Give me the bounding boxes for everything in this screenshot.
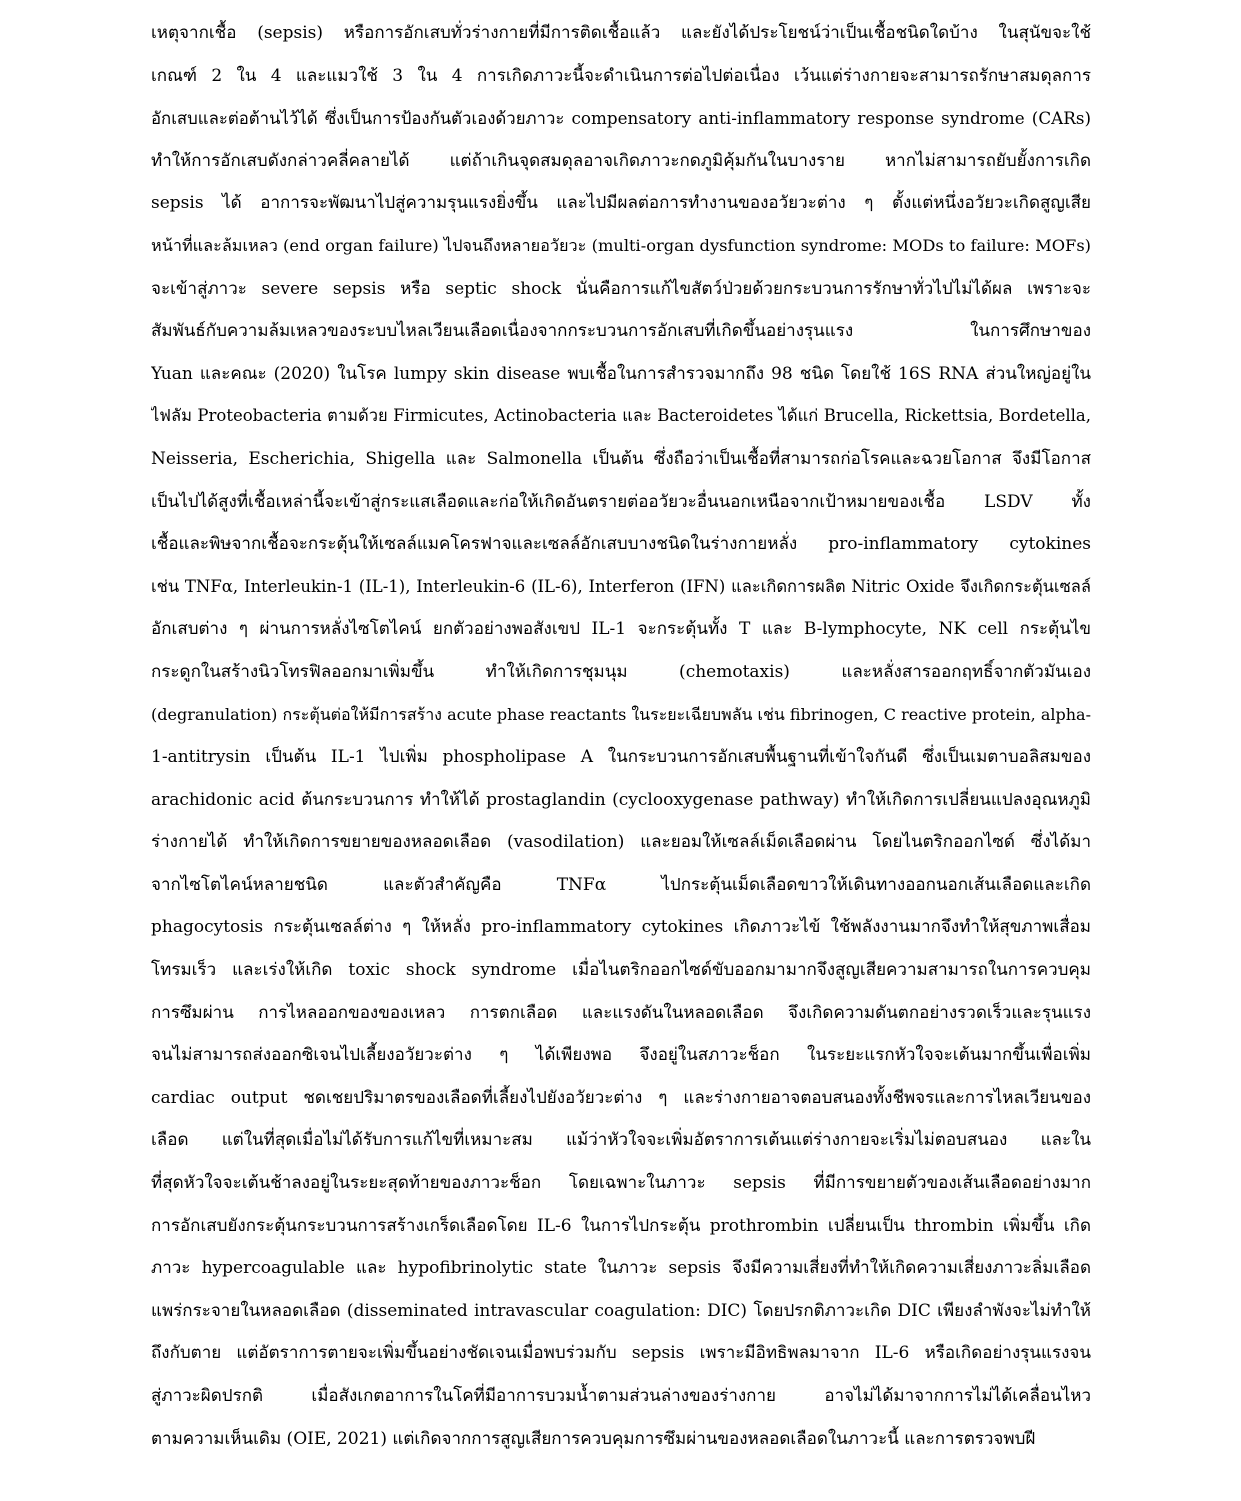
text-line: เชื้อและพิษจากเชื้อจะกระตุ้นให้เซลล์แมคโครฟาจและเซลล์อักเสบบางชนิดในร่างกายหลั่ง pro-inflammatory cytokines	[151, 534, 1091, 555]
text-line: การซึมผ่าน การไหลออกของของเหลว การตกเลือด และแรงดันในหลอดเลือด จึงเกิดความดันตกอย่างรวดเร็วและรุนแรง	[151, 1002, 1091, 1023]
text-line: การอักเสบยังกระตุ้นกระบวนการสร้างเกร็ดเลือดโดย IL-6 ในการไปกระตุ้น prothrombin เปลี่ยนเป็น thrombin เพิ่มขึ้น เกิด	[151, 1215, 1091, 1236]
text-line: ไฟลัม Proteobacteria ตามด้วย Firmicutes, Actinobacteria และ Bacteroidetes ได้แก่ Brucella, Rickettsia, Bordetella,	[151, 406, 1091, 426]
text-line: 1-antitrysin เป็นต้น IL-1 ไปเพิ่ม phospholipase A ในกระบวนการอักเสบพื้นฐานที่เข้าใจกันดี ซึ่งเป็นเมตาบอลิสมของ	[151, 747, 1091, 768]
text-line: ที่สุดหัวใจจะเต้นช้าลงอยู่ในระยะสุดท้ายของภาวะช็อก โดยเฉพาะในภาวะ sepsis ที่มีการขยายตัวของเส้นเลือดอย่างมาก	[151, 1173, 1091, 1194]
text-line: ภาวะ hypercoagulable และ hypofibrinolytic state ในภาวะ sepsis จึงมีความเสี่ยงที่ทำให้เกิดความเสี่ยงภาวะลิ่มเลือด	[151, 1258, 1091, 1279]
text-line: เกณฑ์ 2 ใน 4 และแมวใช้ 3 ใน 4 การเกิดภาวะนี้จะดำเนินการต่อไปต่อเนื่อง เว้นแต่ร่างกายจะสามารถรักษาสมดุลการ	[151, 65, 1091, 86]
text-line: ตามความเห็นเดิม (OIE, 2021) แต่เกิดจากการสูญเสียการควบคุมการซึมผ่านของหลอดเลือดในภาวะนี้ และการตรวจพบฝี	[151, 1428, 1036, 1449]
text-line: กระดูกในสร้างนิวโทรฟิลออกมาเพิ่มขึ้น ทำให้เกิดการชุมนุม (chemotaxis) และหลั่งสารออกฤทธิ์จากตัวมันเอง	[151, 661, 1091, 682]
text-line: จะเข้าสู่ภาวะ severe sepsis หรือ septic shock นั่นคือการแก้ไขสัตว์ป่วยด้วยกระบวนการรักษาทั่วไปไม่ได้ผล เพราะจะ	[151, 278, 1091, 299]
text-line: เช่น TNFα, Interleukin-1 (IL-1), Interleukin-6 (IL-6), Interferon (IFN) และเกิดการผลิต Nitric Oxide จึงเกิดกระตุ้นเซลล์	[151, 576, 1091, 596]
text-line: โทรมเร็ว และเร่งให้เกิด toxic shock syndrome เมื่อไนตริกออกไซด์ขับออกมามากจึงสูญเสียความสามารถในการควบคุม	[151, 960, 1091, 981]
text-line: phagocytosis กระตุ้นเซลล์ต่าง ๆ ให้หลั่ง pro-inflammatory cytokines เกิดภาวะไข้ ใช้พลังงานมากจึงทำให้สุขภาพเสื่อม	[151, 917, 1091, 938]
text-line: sepsis ได้ อาการจะพัฒนาไปสู่ความรุนแรงยิ่งขึ้น และไปมีผลต่อการทำงานของอวัยวะต่าง ๆ ตั้งแต่หนึ่งอวัยวะเกิดสูญเสีย	[151, 193, 1091, 214]
text-line: สัมพันธ์กับความล้มเหลวของระบบไหลเวียนเลือดเนื่องจากกระบวนการอักเสบที่เกิดขึ้นอย่างรุนแรง ในการศึกษาของ	[151, 321, 1091, 342]
text-line: อักเสบต่าง ๆ ผ่านการหลั่งไซโตไคน์ ยกตัวอย่างพอสังเขป IL-1 จะกระตุ้นทั้ง T และ B-lymphocyte, NK cell กระตุ้นไข	[151, 619, 1091, 640]
text-line: สู่ภาวะผิดปรกติ เมื่อสังเกตอาการในโคที่มีอาการบวมน้ำตามส่วนล่างของร่างกาย อาจไม่ได้มาจากการไม่ได้เคลื่อนไหว	[151, 1386, 1091, 1406]
text-line: เลือด แต่ในที่สุดเมื่อไม่ได้รับการแก้ไขที่เหมาะสม แม้ว่าหัวใจจะเพิ่มอัตราการเต้นแต่ร่างกายจะเริ่มไม่ตอบสนอง และใน	[151, 1130, 1091, 1151]
text-line: ทำให้การอักเสบดังกล่าวคลี่คลายได้ แต่ถ้าเกินจุดสมดุลอาจเกิดภาวะกดภูมิคุ้มกันในบางราย หากไม่สามารถยับยั้งการเกิด	[151, 150, 1091, 171]
text-line: arachidonic acid ต้นกระบวนการ ทำให้ได้ prostaglandin (cyclooxygenase pathway) ทำให้เกิดการเปลี่ยนแปลงอุณหภูมิ	[151, 789, 1091, 810]
text-line: Yuan และคณะ (2020) ในโรค lumpy skin disease พบเชื้อในการสำรวจมากถึง 98 ชนิด โดยใช้ 16S RNA ส่วนใหญ่อยู่ใน	[151, 363, 1091, 384]
text-line: แพร่กระจายในหลอดเลือด (disseminated intravascular coagulation: DIC) โดยปรกติภาวะเกิด DIC เพียงลำพังจะไม่ทำให้	[151, 1300, 1091, 1321]
text-line: เป็นไปได้สูงที่เชื้อเหล่านี้จะเข้าสู่กระแสเลือดและก่อให้เกิดอันตรายต่ออวัยวะอื่นนอกเหนือจากเป้าหมายของเชื้อ LSDV ทั้ง	[151, 491, 1091, 512]
text-line: จนไม่สามารถส่งออกซิเจนไปเลี้ยงอวัยวะต่าง ๆ ได้เพียงพอ จึงอยู่ในสภาวะช็อก ในระยะแรกหัวใจจะเต้นมากขึ้นเพื่อเพิ่ม	[151, 1045, 1091, 1066]
text-line: Neisseria, Escherichia, Shigella และ Salmonella เป็นต้น ซึ่งถือว่าเป็นเชื้อที่สามารถก่อโรคและฉวยโอกาส จึงมีโอกาส	[151, 448, 1091, 469]
text-line: เหตุจากเชื้อ (sepsis) หรือการอักเสบทั่วร่างกายที่มีการติดเชื้อแล้ว และยังได้ประโยชน์ว่าเป็นเชื้อชนิดใดบ้าง ในสุนัขจะใช้	[151, 23, 1091, 43]
body-text	[151, 12, 1091, 1460]
text-line: cardiac output ชดเชยปริมาตรของเลือดที่เลี้ยงไปยังอวัยวะต่าง ๆ และร่างกายอาจตอบสนองทั้งชีพจรและการไหลเวียนของ	[151, 1087, 1091, 1108]
text-line: ร่างกายได้ ทำให้เกิดการขยายของหลอดเลือด (vasodilation) และยอมให้เซลล์เม็ดเลือดผ่าน โดยไนตริกออกไซด์ ซึ่งได้มา	[151, 832, 1091, 853]
text-line: (degranulation) กระตุ้นต่อให้มีการสร้าง acute phase reactants ในระยะเฉียบพลัน เช่น fibrinogen, C reactive protein, alpha-	[151, 704, 1091, 724]
text-line: ถึงกับตาย แต่อัตราการตายจะเพิ่มขึ้นอย่างชัดเจนเมื่อพบร่วมกับ sepsis เพราะมีอิทธิพลมาจาก IL-6 หรือเกิดอย่างรุนแรงจน	[151, 1343, 1091, 1364]
text-line: จากไซโตไคน์หลายชนิด และตัวสำคัญคือ TNFα ไปกระตุ้นเม็ดเลือดขาวให้เดินทางออกนอกเส้นเลือดและเกิด	[151, 874, 1091, 895]
text-line: อักเสบและต่อต้านไว้ได้ ซึ่งเป็นการป้องกันตัวเองด้วยภาวะ compensatory anti-inflammatory response syndrome (CARs)	[151, 108, 1091, 129]
text-line: หน้าที่และล้มเหลว (end organ failure) ไปจนถึงหลายอวัยวะ (multi-organ dysfunction syndrome: MODs to failure: MOFs)	[151, 235, 1091, 255]
